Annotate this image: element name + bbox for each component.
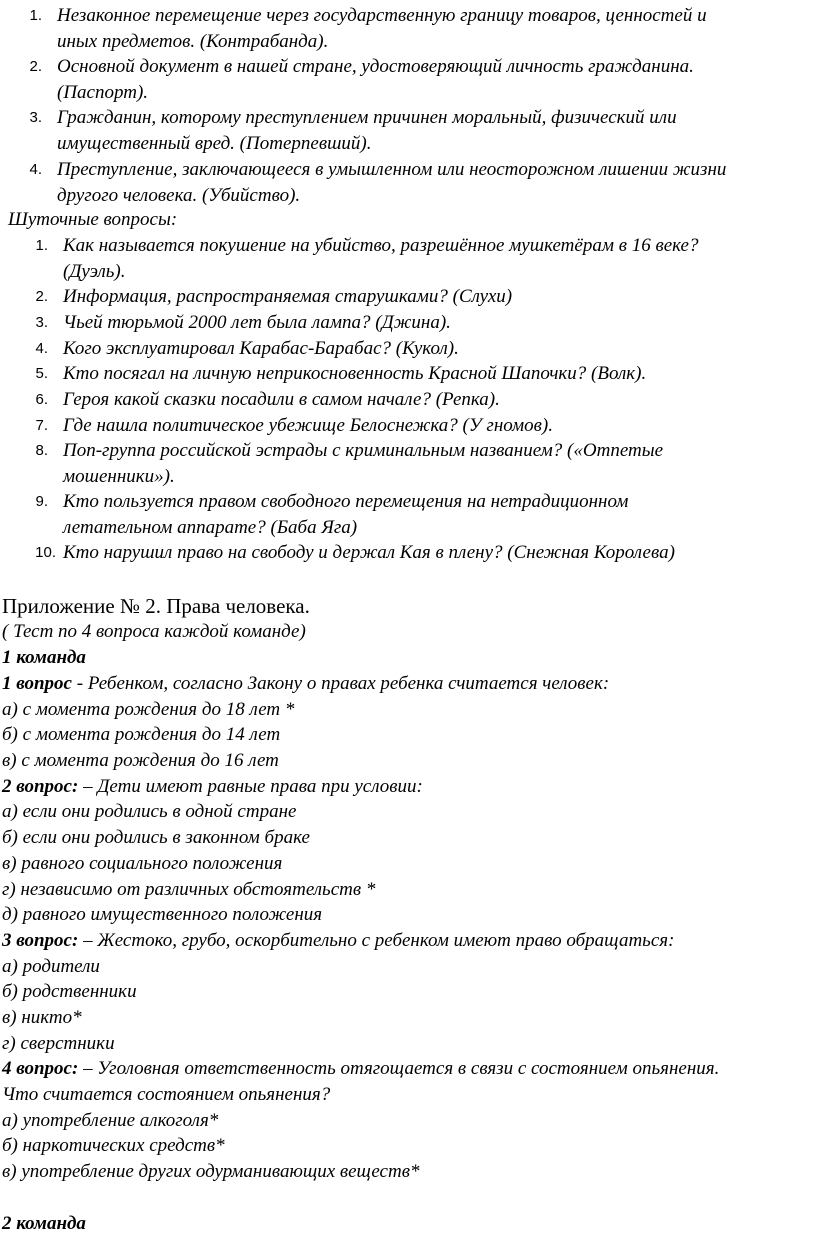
team2-label: 2 команда <box>2 1213 86 1234</box>
question-3: 3 вопрос: – Жестоко, грубо, оскорбительно с ребенком имеют право обращаться: <box>2 930 675 951</box>
answer-option: в) употребление других одурманивающих веществ* <box>2 1161 420 1182</box>
answer-option: б) с момента рождения до 14 лет <box>2 724 281 745</box>
list-number: 3. <box>29 109 42 126</box>
list-number: 5. <box>35 365 48 382</box>
list-number: 4. <box>35 340 48 357</box>
list-number: 1. <box>29 7 42 24</box>
list-number: 9. <box>35 493 48 510</box>
answer-option: а) родители <box>2 956 100 977</box>
list-number: 8. <box>35 442 48 459</box>
list-number: 7. <box>35 417 48 434</box>
answer-option: б) наркотических средств* <box>2 1135 225 1156</box>
question-4-continuation: Что считается состоянием опьянения? <box>2 1084 331 1105</box>
answer-option: а) употребление алкоголя* <box>2 1110 219 1131</box>
list-number: 10. <box>35 544 56 561</box>
answer-option: в) никто* <box>2 1007 82 1028</box>
answer-option: в) с момента рождения до 16 лет <box>2 750 279 771</box>
list-number: 4. <box>29 161 42 178</box>
answer-option: г) сверстники <box>2 1033 115 1054</box>
list-number: 2. <box>35 288 48 305</box>
team1-label: 1 команда <box>2 647 86 668</box>
answer-option: б) родственники <box>2 981 137 1002</box>
list-number: 2. <box>29 58 42 75</box>
answer-option: а) с момента рождения до 18 лет * <box>2 699 295 720</box>
answer-option: б) если они родились в законном браке <box>2 827 310 848</box>
document-page: 1. Незаконное перемещение через государственную границу товаров, ценностей и иных предметов. (Контрабанда). 2. Основной документ в нашей стране, удостоверяющий личность гражданина. (Паспорт). 3. Гражданин, которому преступлением причинен моральный, физический или имущественный вред. (Потерпевший). 4. Преступление, заключающееся в умышленном или неосторожном лишении жизни другого человека. (Убийство). Шуточные вопросы: 1. Как называется покушение на убийство, разрешённое мушкетёрам в 16 веке? (Дуэль). 2. Информация, распространяемая старушками? (Слухи) 3. Чьей тюрьмой 2000 лет была лампа? (Джина). 4. Кого эксплуатировал Карабас-Барабас? (Кукол). 5. Кто посягал на личную неприкосновенность Красной Шапочки? (Волк). 6. Героя какой сказки посадили в самом начале? (Репка). 7. Где нашла политическое убежище Белоснежка? (У гномов). 8. Поп-группа российской эстрады с криминальным названием? («Отпетые мошенники»). 9. Кто пользуется правом свободного перемещения на нетрадиционном летательном аппарате? (Баба Яга) 10. Кто нарушил право на свободу и держал Кая в плену? (Снежная Королева) Приложение № 2. Права человека. ( Тест по 4 вопроса каждой команде) 1 команда 1 вопрос - Ребенком, согласно Закону о правах ребенка считается человек: а) с момента рождения до 18 лет * б) с момента рождения до 14 лет в) с момента рождения до 16 лет 2 вопрос: – Дети имеют равные права при условии: а) если они родились в одной стране б) если они родились в законном браке в) равного социального положения г) независимо от различных обстоятельств * д) равного имущественного положения 3 вопрос: – Жестоко, грубо, оскорбительно с ребенком имеют право обращаться: а) родители б) родственники в) никто* г) сверстники 4 вопрос: – Уголовная ответственность отягощается в связи с состоянием опьянения. Что считается состоянием опьянения? а) употребление алкоголя* б) наркотических средств* в) употребление других одурманивающих веществ* 2 команда <box>0 0 816 1236</box>
list-number: 3. <box>35 314 48 331</box>
list-number: 6. <box>35 391 48 408</box>
answer-option: г) независимо от различных обстоятельств * <box>2 879 376 900</box>
question-2: 2 вопрос: – Дети имеют равные права при условии: <box>2 776 423 797</box>
question-1: 1 вопрос - Ребенком, согласно Закону о правах ребенка считается человек: <box>2 673 610 694</box>
answer-option: д) равного имущественного положения <box>2 904 323 925</box>
list-number: 1. <box>35 237 48 254</box>
question-4: 4 вопрос: – Уголовная ответственность отягощается в связи с состоянием опьянения. <box>2 1058 720 1079</box>
answer-option: в) равного социального положения <box>2 853 283 874</box>
answer-option: а) если они родились в одной стране <box>2 801 297 822</box>
joke-questions-header: Шуточные вопросы: <box>8 209 178 230</box>
appendix-title: Приложение № 2. Права человека. <box>2 594 310 618</box>
test-note: ( Тест по 4 вопроса каждой команде) <box>2 621 306 642</box>
